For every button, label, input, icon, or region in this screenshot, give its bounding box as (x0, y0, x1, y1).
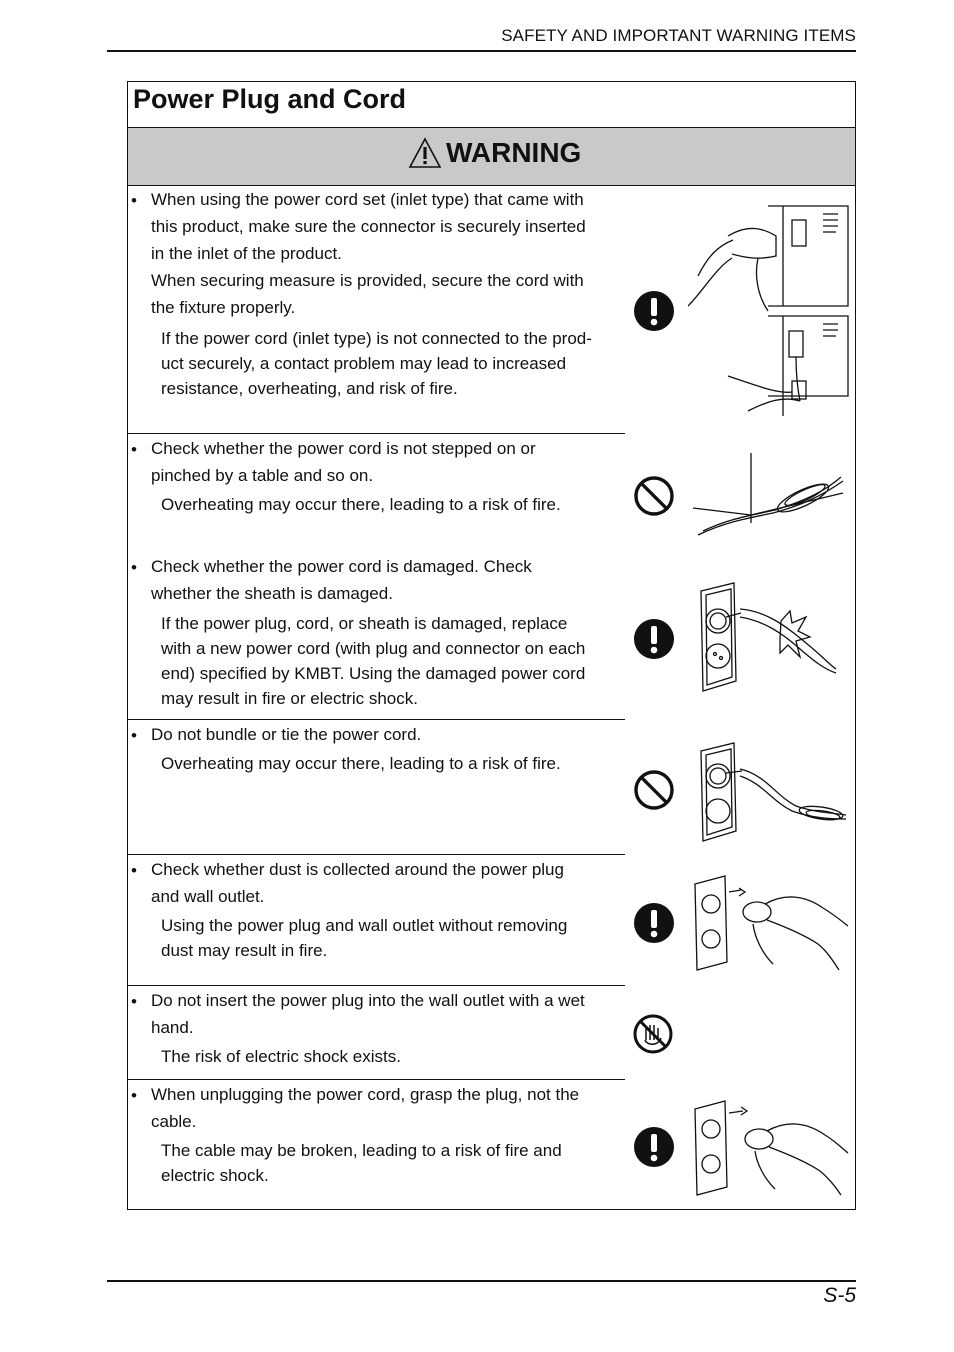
stepped-cord-illustration (693, 453, 848, 538)
item-detail-line: electric shock. (161, 1166, 269, 1185)
page-number: S-5 (823, 1284, 856, 1307)
warning-box (127, 81, 856, 1210)
item-detail-line: uct securely, a contact problem may lead to increased (161, 354, 567, 373)
item-text-line: Do not insert the power plug into the wall outlet with a wet (151, 991, 585, 1010)
warning-item (128, 721, 855, 854)
item-detail-line: Overheating may occur there, leading to a risk of fire. (161, 754, 561, 773)
warning-item (128, 856, 855, 985)
footer-rule (107, 1280, 856, 1282)
inlet-connector-illustration (688, 196, 853, 426)
warning-item (128, 1081, 855, 1207)
bullet: • (131, 726, 137, 745)
bullet: • (131, 861, 137, 880)
item-text-line: in the inlet of the product. (151, 244, 342, 263)
row-divider (128, 985, 625, 986)
item-text-line: hand. (151, 1018, 194, 1037)
item-text-line: whether the sheath is damaged. (151, 584, 393, 603)
item-text-line: and wall outlet. (151, 887, 265, 906)
item-text-line: When unplugging the power cord, grasp the plug, not the (151, 1085, 580, 1104)
row-divider (128, 433, 625, 434)
damaged-cord-illustration (696, 581, 841, 696)
item-text-line: this product, make sure the connector is securely inserted (151, 217, 586, 236)
running-header: SAFETY AND IMPORTANT WARNING ITEMS (501, 26, 856, 45)
item-detail-line: end) specified by KMBT. Using the damaged power cord (161, 664, 586, 683)
bullet: • (131, 558, 137, 577)
prohibited-icon (633, 475, 675, 517)
warning-banner (128, 127, 855, 186)
item-text-line: When using the power cord set (inlet type) that came with (151, 190, 584, 209)
unplugging-illustration (693, 1099, 851, 1199)
header-rule (107, 50, 856, 52)
dusty-outlet-illustration (693, 874, 851, 974)
item-text-line: Do not bundle or tie the power cord. (151, 725, 422, 744)
item-text-line: When securing measure is provided, secure the cord with (151, 271, 584, 290)
item-text-line: Check whether dust is collected around the power plug (151, 860, 564, 879)
item-detail-line: with a new power cord (with plug and connector on each (161, 639, 586, 658)
item-detail-line: If the power cord (inlet type) is not connected to the prod- (161, 329, 592, 348)
no-wet-hands-icon (633, 1014, 673, 1054)
warning-item (128, 435, 855, 553)
mandatory-icon (633, 902, 675, 944)
item-detail-line: The risk of electric shock exists. (161, 1047, 401, 1066)
warning-item (128, 553, 855, 719)
row-divider (128, 1079, 625, 1080)
item-text-line: Check whether the power cord is not stepped on or (151, 439, 536, 458)
item-detail-line: may result in fire or electric shock. (161, 689, 418, 708)
item-detail-line: The cable may be broken, leading to a risk of fire and (161, 1141, 562, 1160)
prohibited-icon (633, 769, 675, 811)
item-text-line: the fixture properly. (151, 298, 296, 317)
bullet: • (131, 1086, 137, 1105)
warning-item (128, 987, 855, 1079)
item-detail-line: dust may result in fire. (161, 941, 328, 960)
section-title: Power Plug and Cord (133, 84, 407, 114)
item-detail-line: If the power plug, cord, or sheath is damaged, replace (161, 614, 568, 633)
item-text-line: cable. (151, 1112, 197, 1131)
bundled-cord-illustration (696, 741, 851, 846)
mandatory-icon (633, 618, 675, 660)
item-detail-line: Overheating may occur there, leading to a risk of fire. (161, 495, 561, 514)
warning-label: WARNING (446, 137, 582, 168)
item-detail-line: resistance, overheating, and risk of fire. (161, 379, 458, 398)
item-text-line: pinched by a table and so on. (151, 466, 374, 485)
bullet: • (131, 191, 137, 210)
warning-triangle-icon (408, 137, 442, 169)
bullet: • (131, 992, 137, 1011)
mandatory-icon (633, 1126, 675, 1168)
mandatory-icon (633, 290, 675, 332)
bullet: • (131, 440, 137, 459)
row-divider (128, 719, 625, 720)
item-text-line: Check whether the power cord is damaged. Check (151, 557, 532, 576)
row-divider (128, 854, 625, 855)
item-detail-line: Using the power plug and wall outlet without removing (161, 916, 568, 935)
warning-item (128, 186, 855, 433)
